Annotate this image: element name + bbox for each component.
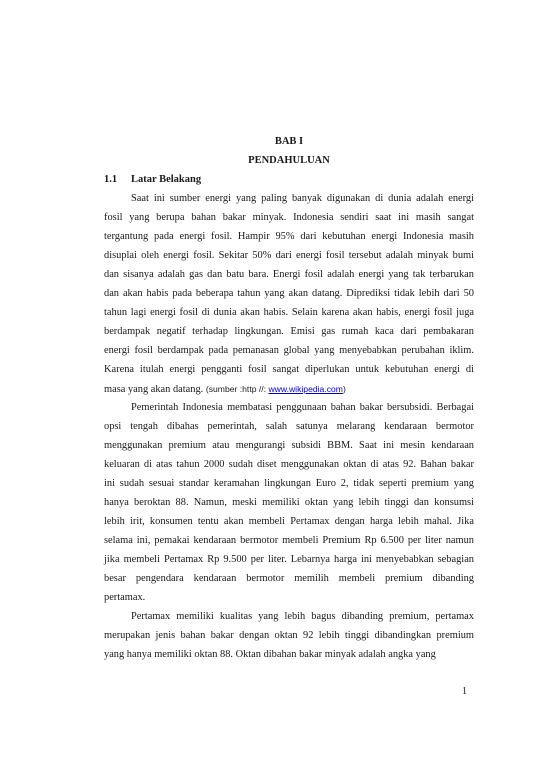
source-citation <box>206 384 346 394</box>
paragraph-last-line <box>104 383 474 396</box>
paragraph-line: dan sisanya adalah gas dan batu bara. Energi fosil adalah energi yang tak terbarukan <box>104 269 474 280</box>
paragraph-line: pertamax. <box>104 592 146 603</box>
chapter-label: BAB I <box>274 136 304 147</box>
paragraph-line: tahun lagi energi fosil di dunia akan habis. Selain karena akan habis, energi fosil juga <box>104 307 474 318</box>
paragraph-line: Karena itulah energi pengganti fosil sangat diperlukan untuk kebutuhan energi di <box>104 364 474 375</box>
paragraph-line: opsi tengah dibahas pemerintah, salah satunya melarang kendaraan bermotor <box>104 421 474 432</box>
paragraph-line: fosil yang berupa bahan bakar minyak. Indonesia sendiri saat ini masih sangat <box>104 212 474 223</box>
paragraph-line: tergantung pada energi fosil. Hampir 95% dari kebutuhan energi Indonesia masih <box>104 231 474 242</box>
paragraph-line: merupakan jenis bahan bakar dengan oktan 92 lebih tinggi dibandingkan premium <box>104 630 474 641</box>
paragraph-line: dan akan habis pada beberapa tahun yang akan datang. Diprediksi tidak lebih dari 50 <box>104 288 474 299</box>
paragraph-line: jika membeli Pertamax Rp 9.500 per liter. Lebarnya harga ini menyebabkan sebagian <box>104 554 474 565</box>
paragraph-line: Pemerintah Indonesia membatasi penggunaan bahan bakar bersubsidi. Berbagai <box>131 402 474 413</box>
paragraph-line: ini sudah sesuai standar keramahan lingkungan Euro 2, tidak seperti premium yang <box>104 478 474 489</box>
paragraph-line: masa yang akan datang. <box>104 384 204 395</box>
paragraph-line: berdampak negatif terhadap lingkungan. Emisi gas rumah kaca dari pembakaran <box>104 326 474 337</box>
paragraph-line: keluaran di atas tahun 2000 sudah diset menggunakan oktan di atas 92. Bahan bakar <box>104 459 474 470</box>
paragraph-line: energi fosil berdampak pada pemanasan global yang menyebabkan perubahan iklim. <box>104 345 474 356</box>
paragraph-line: hanya beroktan 88. Namun, meski memiliki oktan yang lebih tinggi dan konsumsi <box>104 497 474 508</box>
paragraph-line: lebih irit, konsumen tentu akan membeli Pertamax dengan harga lebih mahal. Jika <box>104 516 474 527</box>
section-title: Latar Belakang <box>131 174 202 185</box>
paragraph-line: besar pengendara kendaraan bermotor memilih membeli premium dibanding <box>104 573 474 584</box>
paragraph-line: selama ini, pemakai kendaraan bermotor membeli Premium Rp 6.500 per liter namun <box>104 535 474 546</box>
paragraph-line: disuplai oleh energi fosil. Sekitar 50% dari energi fosil tersebut adalah minyak bumi <box>104 250 474 261</box>
paragraph-line: Saat ini sumber energi yang paling banyak digunakan di dunia adalah energi <box>131 193 474 204</box>
chapter-title: PENDAHULUAN <box>248 155 330 166</box>
source-suffix: ) <box>342 384 346 394</box>
paragraph-line: menggunakan premium atau mengurangi subsidi BBM. Saat ini mesin kendaraan <box>104 440 474 451</box>
paragraph-line: yang hanya memiliki oktan 88. Oktan dibahan bakar minyak adalah angka yang <box>104 649 436 660</box>
source-prefix: (sumber :http //: <box>205 384 269 394</box>
paragraph-line: Pertamax memiliki kualitas yang lebih bagus dibanding premium, pertamax <box>131 611 474 622</box>
source-link[interactable]: www.wikipedia.com <box>268 384 343 394</box>
page-number: 1 <box>462 686 467 697</box>
section-number: 1.1 <box>104 174 118 185</box>
